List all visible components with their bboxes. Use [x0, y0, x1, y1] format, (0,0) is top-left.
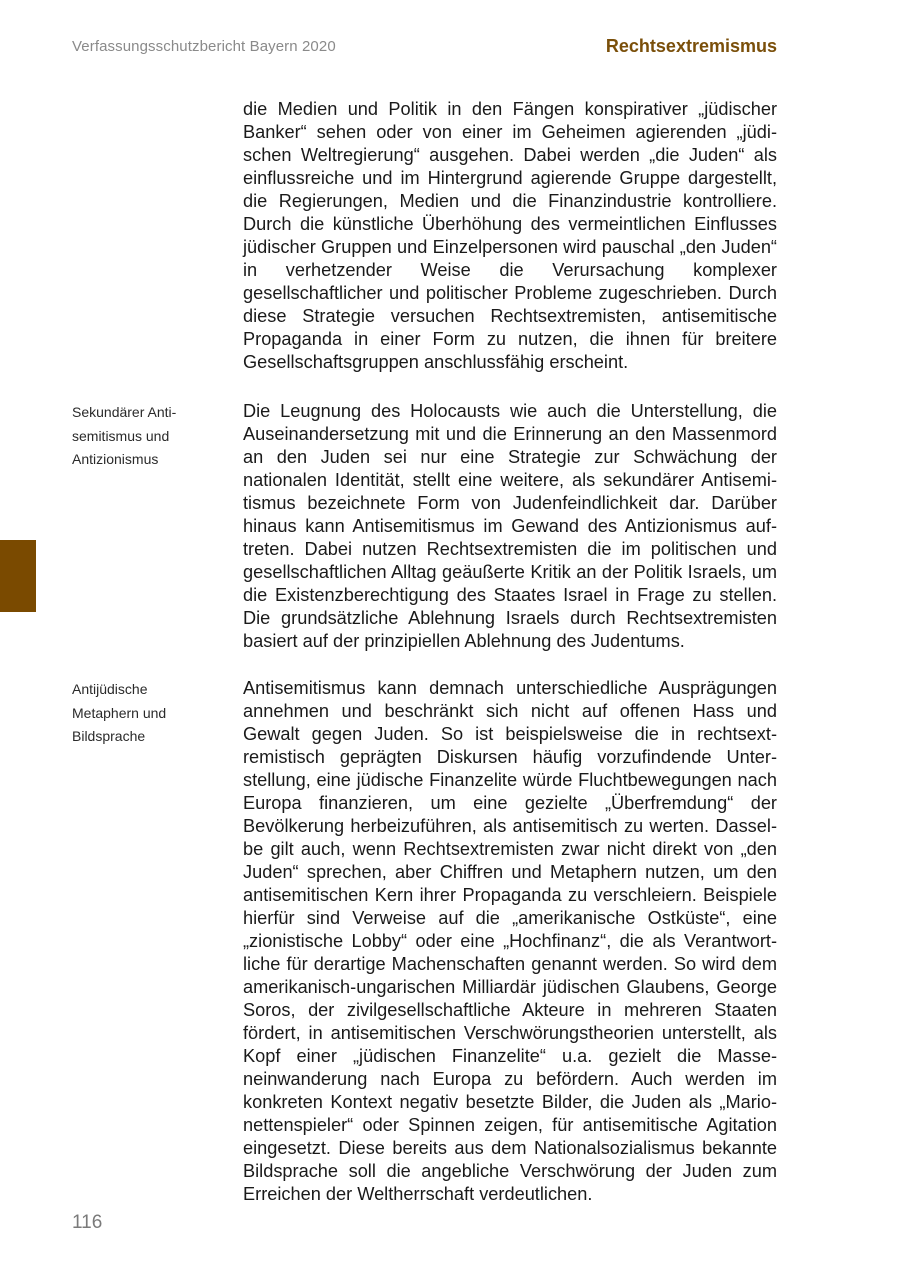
margin-note-line: Sekundärer Anti-: [72, 404, 177, 420]
chapter-tab-marker: [0, 540, 36, 612]
paragraph-text: Antisemitismus kann demnach unterschiedliche Ausprägungen annehmen und beschränkt sich nicht auf offenen Hass und Gewalt gegen Juden. So ist beispielsweise die in rechtsextremistisch geprägten Diskursen häufig vorzufindende Unterstellung, eine jüdische Finanzelite würde Fluchtbewegungen nach Europa finanzieren, um eine gezielte „Überfremdung“ der Bevölkerung herbeizuführen, als antisemitisch zu werten. Dasselbe gilt auch, wenn Rechtsextremisten zwar nicht direkt von „den Juden“ sprechen, aber Chiffren und Metaphern nutzen, um den antisemitischen Kern ihrer Propaganda zu verschleiern. Beispiele hierfür sind Verweise auf die „amerikanische Ostküste“, eine „zionistische Lobby“ oder eine „Hochfinanz“, die als Verantwortliche für derartige Machenschaften genannt werden. So wird dem amerikanisch-ungarischen Milliardär jüdischen Glaubens, George Soros, der zivilgesellschaftliche Akteure in mehreren Staaten fördert, in antisemitischen Verschwörungstheorien unterstellt, als Kopf einer „jüdischen Finanzelite“ u.a. gezielt die Masseneinwanderung nach Europa zu befördern. Auch werden im konkreten Kontext negativ besetzte Bilder, die Juden als „Marionettenspieler“ oder Spinnen zeigen, für antisemitische Agitation eingesetzt. Diese bereits aus dem Nationalsozialismus bekannte Bildsprache soll die angebliche Verschwörung der Juden zum Erreichen der Weltherrschaft verdeutlichen.: [243, 678, 777, 1204]
paragraph-text: die Medien und Politik in den Fängen konspirativer „jüdischer Banker“ sehen oder von einer im Geheimen agierenden „jüdischen Weltregierung“ ausgehen. Dabei werden „die Juden“ als einflussreiche und im Hintergrund agierende Gruppe dargestellt, die Regierungen, Medien und die Finanzindustrie kontrolliere. Durch die künstliche Überhöhung des vermeintlichen Einflusses jüdischer Gruppen und Einzelpersonen wird pauschal „den Juden“ in verhetzender Weise die Verursachung komplexer gesellschaftlicher und politischer Probleme zugeschrieben. Durch diese Strategie versuchen Rechtsextremisten, antisemitische Propaganda in einer Form zu nutzen, die ihnen für breitere Gesellschaftsgruppen anschlussfähig erscheint.: [243, 99, 777, 372]
paragraph-secondary-antisemitism: [243, 400, 777, 653]
paragraph-continuation: [243, 98, 777, 374]
margin-note-line: Antizionismus: [72, 451, 159, 467]
page-number: 116: [72, 1212, 103, 1233]
margin-note-line: Antijüdische: [72, 681, 148, 697]
margin-note-line: semitismus und: [72, 427, 170, 444]
margin-note-line: Bildsprache: [72, 728, 146, 744]
report-title: Verfassungsschutzbericht Bayern 2020: [72, 38, 336, 55]
margin-note-secondary-antisemitism: [72, 401, 202, 472]
margin-note-line: Metaphern und: [72, 704, 167, 721]
paragraph-text: Die Leugnung des Holocausts wie auch die Unterstellung, die Auseinandersetzung mit und die Erinnerung an den Massenmord an den Juden sei nur eine Strategie zur Schwächung der nationalen Identität, stellt eine weitere, als sekundärer Antisemitismus bezeichnete Form von Judenfeindlichkeit dar. Darüber hinaus kann Antisemitismus im Gewand des Antizionismus auftreten. Dabei nutzen Rechtsextremisten die im politischen und gesellschaftlichen Alltag geäußerte Kritik an der Politik Israels, um die Existenzberechtigung des Staates Israel in Frage zu stellen. Die grundsätzliche Ablehnung Israels durch Rechtsextremisten basiert auf der prinzipiellen Ablehnung des Judentums.: [243, 401, 777, 651]
section-title: Rechtsextremismus: [605, 36, 777, 56]
margin-note-metaphors: [72, 678, 202, 749]
paragraph-metaphors: [243, 677, 777, 1206]
